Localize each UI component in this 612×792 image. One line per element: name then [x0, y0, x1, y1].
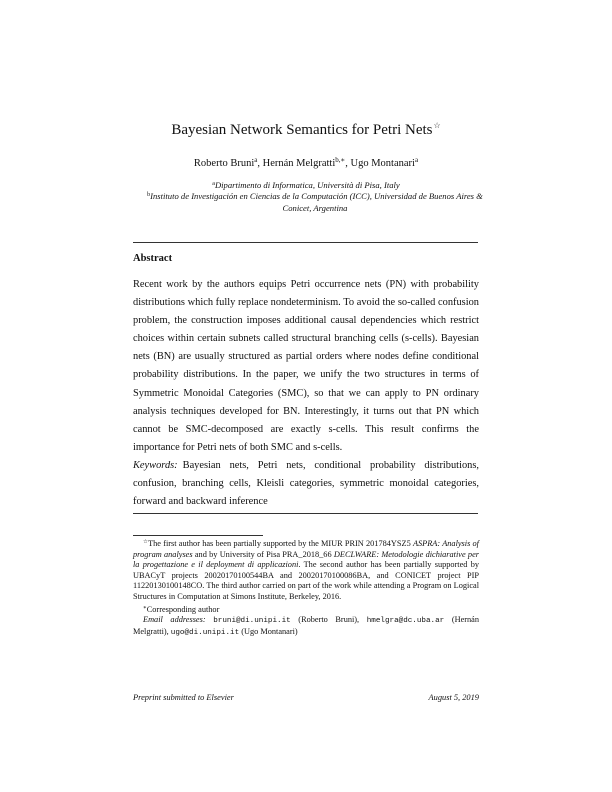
email-link[interactable]: hmelgra@dc.uba.ar [366, 617, 445, 626]
author-name: Ugo Montanari [350, 158, 415, 169]
email-link[interactable]: ugo@di.unipi.it [170, 628, 240, 637]
keywords-text: Bayesian nets, Petri nets, conditional probability distributions, confusion, branching cells, Kleisli categories, symmetric monoidal categories, forward and backward inference [133, 460, 479, 508]
footnote-mark: ∗ [143, 604, 147, 611]
email-footnote [133, 615, 479, 638]
author-affiliation-mark: a [414, 156, 419, 164]
corresponding-footnote [133, 603, 479, 616]
funding-project-declware: DECLWARE: Metodologie dichiarative per la progettazione e il deployment di applicazioni [133, 549, 479, 570]
footnotes [133, 537, 479, 638]
abstract-body [133, 276, 479, 457]
affiliation-mark: a [212, 181, 215, 187]
email-owner: (Roberto Bruni), [290, 615, 367, 625]
funding-text: The first author has been partially supported by the MIUR PRIN 201784YSZ5 [148, 539, 413, 548]
footnote-mark: ☆ [143, 539, 149, 545]
affiliation-text: Dipartimento di Informatica, Università di Pisa, Italy [214, 180, 400, 190]
funding-text: . The second author has been partially supported by UBACyT projects 20020170100544BA and 20020170100086BA, and CONICET project PIP 11220130100148CO. The third author carried on part of the work while attending a Program on Logical Structures in Computation at Simons Institute, Berkeley, 2016. [133, 560, 479, 601]
email-owner: (Hernán Melgratti), [133, 615, 479, 636]
author-name: Hernán Melgratti [262, 158, 336, 169]
abstract-bottom-rule [133, 513, 478, 514]
author-affiliation-mark: b,∗ [335, 156, 346, 164]
funding-footnote [133, 537, 479, 603]
email-label: Email addresses: [143, 615, 206, 625]
keywords-label: Keywords: [133, 460, 178, 471]
email-link[interactable]: bruni@di.unipi.it [213, 617, 291, 626]
author-name: Roberto Bruni [193, 158, 255, 169]
funding-project-aspra: ASPRA: Analysis of program analyses [133, 539, 479, 559]
title-footnote-mark: ☆ [433, 121, 441, 130]
author-list: Roberto Bruni$^a$, Hernán Melgratti$^{b,∗}$, Ugo Montanari$^a$ [193, 156, 419, 169]
abstract-paragraph: Recent work by the authors equips Petri occurrence nets (PN) with probability distributions which fully replace nondeterminism. To avoid the so-called confusion problem, the construction imposes additional causal dependencies which restrict choices within certain subnets called structural branching cells (s-cells). Bayesian nets (BN) are usually structured as partial orders where nodes define conditional probability distributions. In the paper, we unify the two structures in terms of Symmetric Monoidal Categories (SMC), so that we can apply to PN ordinary analysis techniques developed for BN. Interestingly, it turns out that PN which cannot be SMC-decomposed are exactly s-cells. This result confirms the importance for Petri nets of both SMC and s-cells. [133, 279, 479, 453]
keywords [133, 457, 479, 511]
funding-text: and by University of Pisa PRA_2018_66 [192, 549, 334, 559]
abstract-heading: Abstract [133, 253, 173, 264]
affiliation-mark: b [147, 192, 151, 198]
footnote-rule [133, 535, 263, 536]
email-owner: (Ugo Montanari) [239, 626, 298, 636]
preprint-notice: Preprint submitted to Elsevier [133, 693, 234, 702]
paper-title [0, 121, 612, 139]
corresponding-text: Corresponding author [146, 604, 220, 614]
title-text: Bayesian Network Semantics for Petri Nets [171, 122, 433, 138]
affiliation-b [140, 189, 490, 214]
preprint-date: August 5, 2019 [428, 693, 479, 702]
author-affiliation-mark: a [254, 156, 258, 164]
abstract-top-rule [133, 242, 478, 243]
affiliation-text: Instituto de Investigación en Ciencias de la Computación (ICC), Universidad de Buenos Aires & Conicet, Argentina [150, 191, 483, 213]
